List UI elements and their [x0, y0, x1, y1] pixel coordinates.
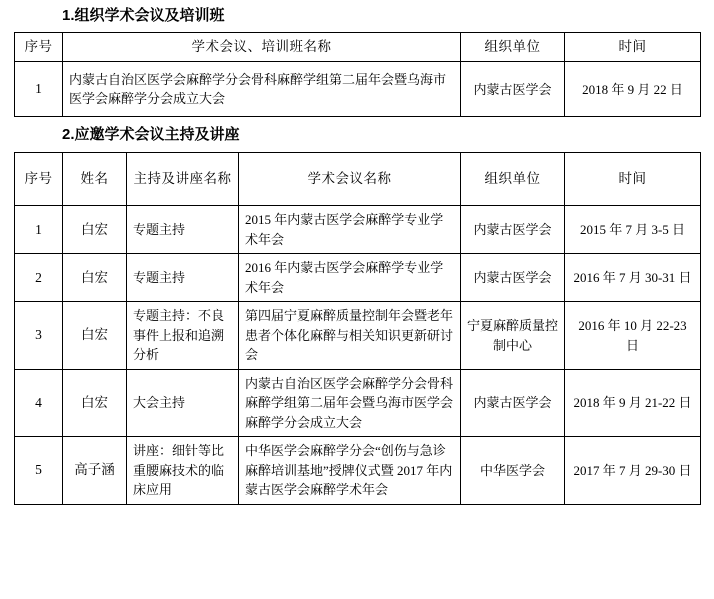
cell-org: 内蒙古医学会: [461, 206, 565, 254]
cell-name: 高子涵: [63, 437, 127, 505]
table-row: [15, 62, 701, 117]
cell-no: 1: [15, 206, 63, 254]
cell-name: 白宏: [63, 369, 127, 437]
cell-name: 白宏: [63, 206, 127, 254]
table-invited-sessions: [14, 152, 701, 505]
col-header-org: 组织单位: [461, 153, 565, 206]
cell-time: 2018 年 9 月 21-22 日: [565, 369, 701, 437]
cell-no: 4: [15, 369, 63, 437]
cell-name: 白宏: [63, 302, 127, 370]
cell-name: 白宏: [63, 254, 127, 302]
cell-no: 1: [15, 62, 63, 117]
cell-no: 5: [15, 437, 63, 505]
cell-time: 2015 年 7 月 3-5 日: [565, 206, 701, 254]
cell-role: 专题主持：不良事件上报和追溯分析: [127, 302, 239, 370]
cell-conference: 中华医学会麻醉学分会“创伤与急诊麻醉培训基地”授牌仪式暨 2017 年内蒙古医学会麻醉学术年会: [239, 437, 461, 505]
table-row: [15, 206, 701, 254]
col-header-role: 主持及讲座名称: [127, 153, 239, 206]
cell-time: 2016 年 10 月 22-23 日: [565, 302, 701, 370]
col-header-name: 姓名: [63, 153, 127, 206]
cell-time: 2017 年 7 月 29-30 日: [565, 437, 701, 505]
cell-org: 内蒙古医学会: [461, 254, 565, 302]
col-header-no: 序号: [15, 153, 63, 206]
cell-org: 内蒙古医学会: [461, 369, 565, 437]
table-row: [15, 437, 701, 505]
cell-time: 2016 年 7 月 30-31 日: [565, 254, 701, 302]
section-heading-1: 1.组织学术会议及培训班: [62, 7, 225, 24]
cell-no: 3: [15, 302, 63, 370]
cell-org: 内蒙古医学会: [461, 62, 565, 117]
col-header-time: 时间: [565, 153, 701, 206]
cell-org: 中华医学会: [461, 437, 565, 505]
col-header-title: 学术会议、培训班名称: [63, 33, 461, 62]
cell-conference: 2015 年内蒙古医学会麻醉学专业学术年会: [239, 206, 461, 254]
section-heading-2: 2.应邀学术会议主持及讲座: [62, 126, 240, 144]
cell-role: 专题主持: [127, 206, 239, 254]
table-row: [15, 302, 701, 370]
table-header-row: [15, 153, 701, 206]
cell-no: 2: [15, 254, 63, 302]
cell-conference: 2016 年内蒙古医学会麻醉学专业学术年会: [239, 254, 461, 302]
cell-role: 大会主持: [127, 369, 239, 437]
table-header-row: [15, 33, 701, 62]
col-header-org: 组织单位: [461, 33, 565, 62]
cell-role: 专题主持: [127, 254, 239, 302]
cell-role: 讲座：细针等比重腰麻技术的临床应用: [127, 437, 239, 505]
cell-org: 宁夏麻醉质量控制中心: [461, 302, 565, 370]
cell-time: 2018 年 9 月 22 日: [565, 62, 701, 117]
table-organized-conferences: [14, 32, 701, 117]
col-header-time: 时间: [565, 33, 701, 62]
col-header-conference: 学术会议名称: [239, 153, 461, 206]
col-header-no: 序号: [15, 33, 63, 62]
cell-conference: 内蒙古自治区医学会麻醉学分会骨科麻醉学组第二届年会暨乌海市医学会麻醉学分会成立大会: [239, 369, 461, 437]
cell-conference: 第四届宁夏麻醉质量控制年会暨老年患者个体化麻醉与相关知识更新研讨会: [239, 302, 461, 370]
table-row: [15, 254, 701, 302]
table-row: [15, 369, 701, 437]
cell-title: 内蒙古自治区医学会麻醉学分会骨科麻醉学组第二届年会暨乌海市医学会麻醉学分会成立大会: [63, 62, 461, 117]
